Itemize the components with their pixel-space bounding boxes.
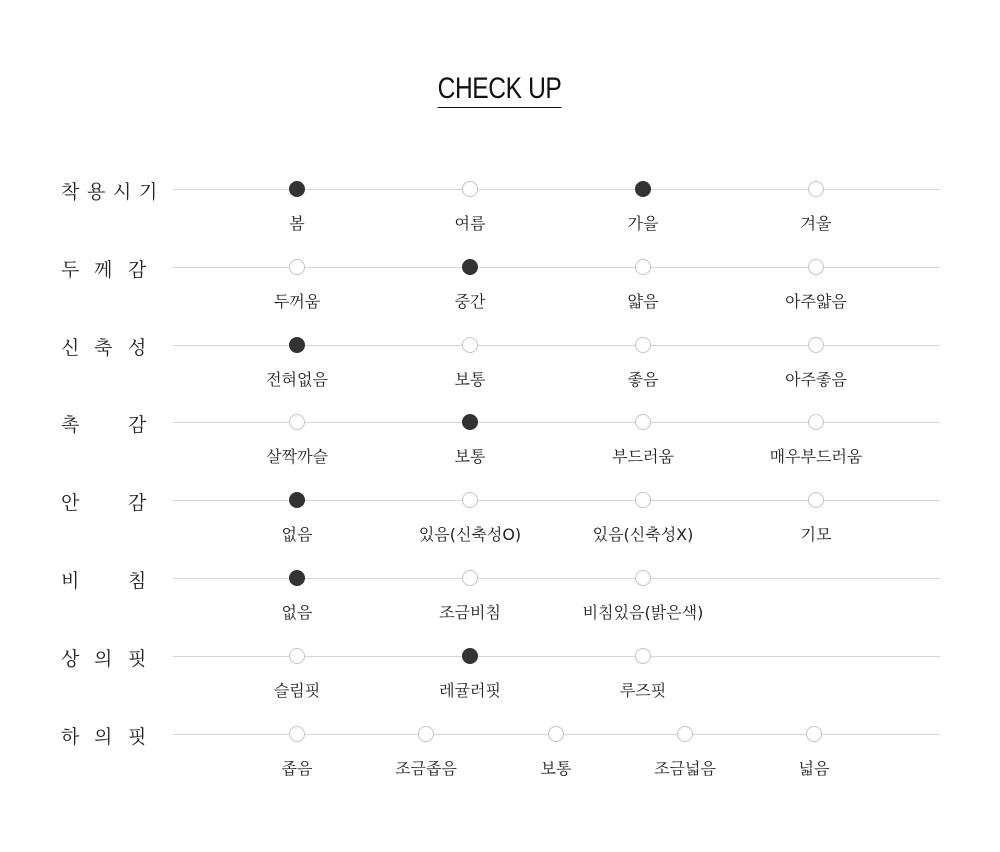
radio-unselected[interactable] [808,259,824,275]
row-label-char: 착 [61,181,80,203]
checkup-row [0,414,1000,482]
option-label: 가을 [627,214,659,233]
option-label: 보통 [454,370,486,389]
row-label-char: 감 [128,414,147,436]
row-label-char: 감 [128,259,147,281]
row-label-char: 하 [61,726,80,748]
option-label: 겨울 [800,214,832,233]
row-label-char: 상 [61,648,80,670]
radio-unselected[interactable] [808,492,824,508]
radio-unselected[interactable] [418,726,434,742]
option-label: 부드러움 [612,447,674,466]
row-label-char: 침 [128,570,147,592]
checkup-row [0,570,1000,638]
row-label-char: 신 [61,337,80,359]
radio-selected[interactable] [289,492,305,508]
row-label-char: 비 [61,570,80,592]
option-label: 루즈핏 [619,681,667,700]
radio-unselected[interactable] [635,414,651,430]
radio-selected[interactable] [462,414,478,430]
checkup-row [0,259,1000,327]
checkup-row [0,648,1000,716]
row-label-char: 두 [61,259,80,281]
option-label: 중간 [454,292,486,311]
page-title-wrap [0,72,1000,108]
option-label: 매우부드러움 [769,447,863,466]
option-label: 조금넓음 [654,759,716,778]
radio-unselected[interactable] [289,414,305,430]
row-label-char: 핏 [128,648,147,670]
option-label: 비침있음(밝은색) [582,603,704,622]
radio-unselected[interactable] [635,570,651,586]
radio-unselected[interactable] [289,259,305,275]
row-label-char: 시 [113,181,132,203]
radio-unselected[interactable] [808,181,824,197]
option-label: 있음(신축성O) [418,525,522,544]
radio-unselected[interactable] [635,492,651,508]
option-label: 슬림핏 [273,681,321,700]
radio-selected[interactable] [462,648,478,664]
option-label: 레귤러핏 [439,681,501,700]
row-label-char: 촉 [61,414,80,436]
radio-selected[interactable] [462,259,478,275]
option-label: 조금비침 [439,603,501,622]
row-label-char: 감 [128,492,147,514]
radio-unselected[interactable] [462,570,478,586]
row-label-char: 의 [94,726,113,748]
checkup-row [0,181,1000,249]
option-label: 없음 [281,525,313,544]
option-label: 살짝까슬 [266,447,328,466]
page-title: CHECK UP [438,72,562,108]
radio-selected[interactable] [289,181,305,197]
row-label-char: 안 [61,492,80,514]
radio-unselected[interactable] [677,726,693,742]
option-label: 넓음 [798,759,830,778]
row-label-char: 축 [94,337,113,359]
option-label: 아주얇음 [785,292,847,311]
radio-unselected[interactable] [808,414,824,430]
radio-unselected[interactable] [289,726,305,742]
option-label: 좁음 [281,759,313,778]
radio-unselected[interactable] [462,337,478,353]
checkup-row [0,726,1000,794]
option-label: 봄 [289,214,305,233]
option-label: 보통 [454,447,486,466]
option-label: 얇음 [627,292,659,311]
row-label-char: 의 [94,648,113,670]
radio-unselected[interactable] [548,726,564,742]
radio-selected[interactable] [635,181,651,197]
option-label: 보통 [540,759,572,778]
radio-unselected[interactable] [462,181,478,197]
option-label: 조금좁음 [395,759,457,778]
option-label: 여름 [454,214,486,233]
row-label-char: 께 [94,259,113,281]
row-label-char: 용 [87,181,106,203]
row-label-char: 기 [139,181,158,203]
checkup-row [0,492,1000,560]
option-label: 아주좋음 [785,370,847,389]
radio-unselected[interactable] [462,492,478,508]
option-label: 좋음 [627,370,659,389]
radio-unselected[interactable] [808,337,824,353]
checkup-row [0,337,1000,405]
radio-unselected[interactable] [289,648,305,664]
radio-selected[interactable] [289,337,305,353]
row-label-char: 성 [128,337,147,359]
option-label: 두꺼움 [273,292,321,311]
radio-unselected[interactable] [635,337,651,353]
radio-selected[interactable] [289,570,305,586]
option-label: 기모 [800,525,832,544]
radio-unselected[interactable] [635,259,651,275]
row-label-char: 핏 [128,726,147,748]
option-label: 있음(신축성X) [592,525,694,544]
radio-unselected[interactable] [806,726,822,742]
option-label: 전혀없음 [266,370,328,389]
radio-unselected[interactable] [635,648,651,664]
option-label: 없음 [281,603,313,622]
